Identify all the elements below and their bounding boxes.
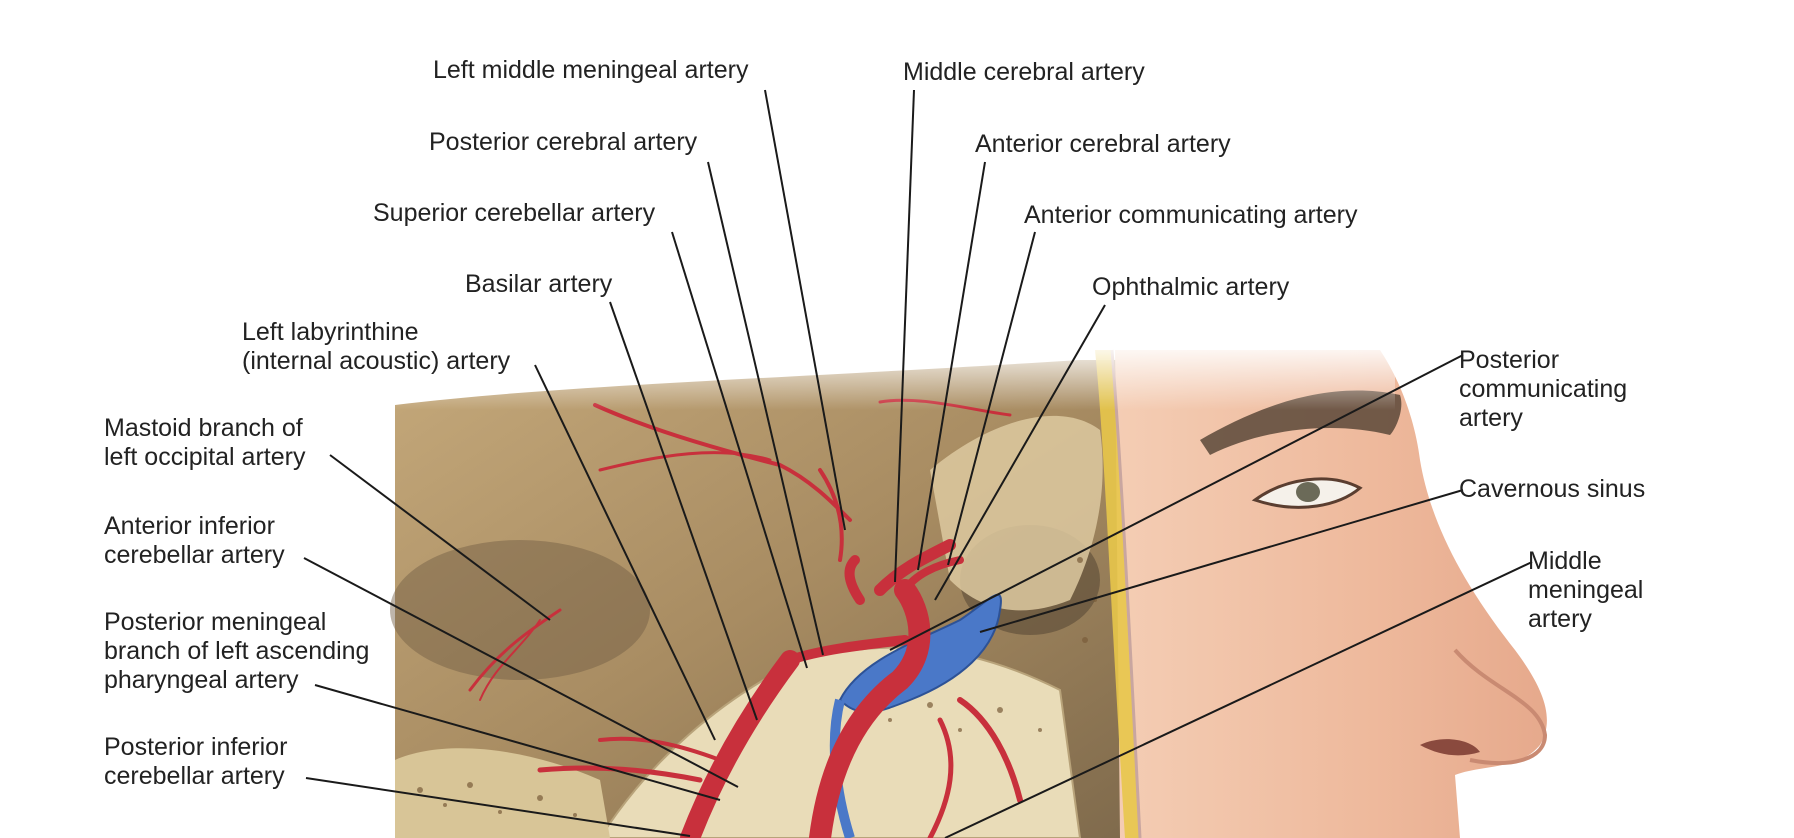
label-anterior-cerebral-artery	[975, 130, 1231, 159]
label-mastoid-branch	[104, 414, 305, 472]
label-line: pharyngeal artery	[104, 666, 299, 694]
label-line: Middle	[1528, 547, 1602, 575]
label-posterior-cerebral-artery	[429, 128, 697, 157]
label-anterior-communicating-artery	[1024, 201, 1357, 230]
label-line: Mastoid branch of	[104, 414, 303, 442]
label-basilar-artery	[465, 270, 612, 299]
label-superior-cerebellar-artery	[373, 199, 655, 228]
label-line: communicating	[1459, 375, 1628, 403]
label-line: artery	[1459, 404, 1523, 432]
label-line: Anterior inferior	[104, 512, 275, 540]
label-line: Posterior	[1459, 346, 1560, 374]
label-line: Cavernous sinus	[1459, 475, 1646, 503]
iris	[1296, 482, 1320, 502]
label-line: Posterior meningeal	[104, 608, 327, 636]
label-middle-meningeal-artery	[1528, 547, 1643, 634]
label-line: cerebellar artery	[104, 541, 285, 569]
label-line: Ophthalmic artery	[1092, 273, 1290, 301]
label-line: branch of left ascending	[104, 637, 370, 665]
label-line: Posterior inferior	[104, 733, 288, 761]
label-line: cerebellar artery	[104, 762, 285, 790]
label-anterior-inferior-cerebellar-artery	[104, 512, 285, 570]
label-line: Posterior cerebral artery	[429, 128, 698, 156]
label-line: artery	[1528, 605, 1592, 633]
label-line: (internal acoustic) artery	[242, 347, 511, 375]
label-line: Anterior communicating artery	[1024, 201, 1358, 229]
label-posterior-inferior-cerebellar-artery	[104, 733, 287, 791]
label-ophthalmic-artery	[1092, 273, 1289, 302]
posterior-fossa-shadow	[390, 540, 650, 680]
label-left-middle-meningeal-artery	[433, 56, 748, 85]
label-line: Left labyrinthine	[242, 318, 419, 346]
label-line: Superior cerebellar artery	[373, 199, 656, 227]
label-line: Left middle meningeal artery	[433, 56, 749, 84]
label-line: Basilar artery	[465, 270, 613, 298]
label-left-labyrinthine-artery	[242, 318, 510, 376]
label-line: meningeal	[1528, 576, 1644, 604]
label-cavernous-sinus	[1459, 475, 1645, 504]
label-line: Anterior cerebral artery	[975, 130, 1231, 158]
label-line: Middle cerebral artery	[903, 58, 1145, 86]
label-middle-cerebral-artery	[903, 58, 1145, 87]
label-line: left occipital artery	[104, 443, 306, 471]
label-posterior-communicating-artery	[1459, 346, 1627, 433]
label-posterior-meningeal-branch	[104, 608, 369, 695]
